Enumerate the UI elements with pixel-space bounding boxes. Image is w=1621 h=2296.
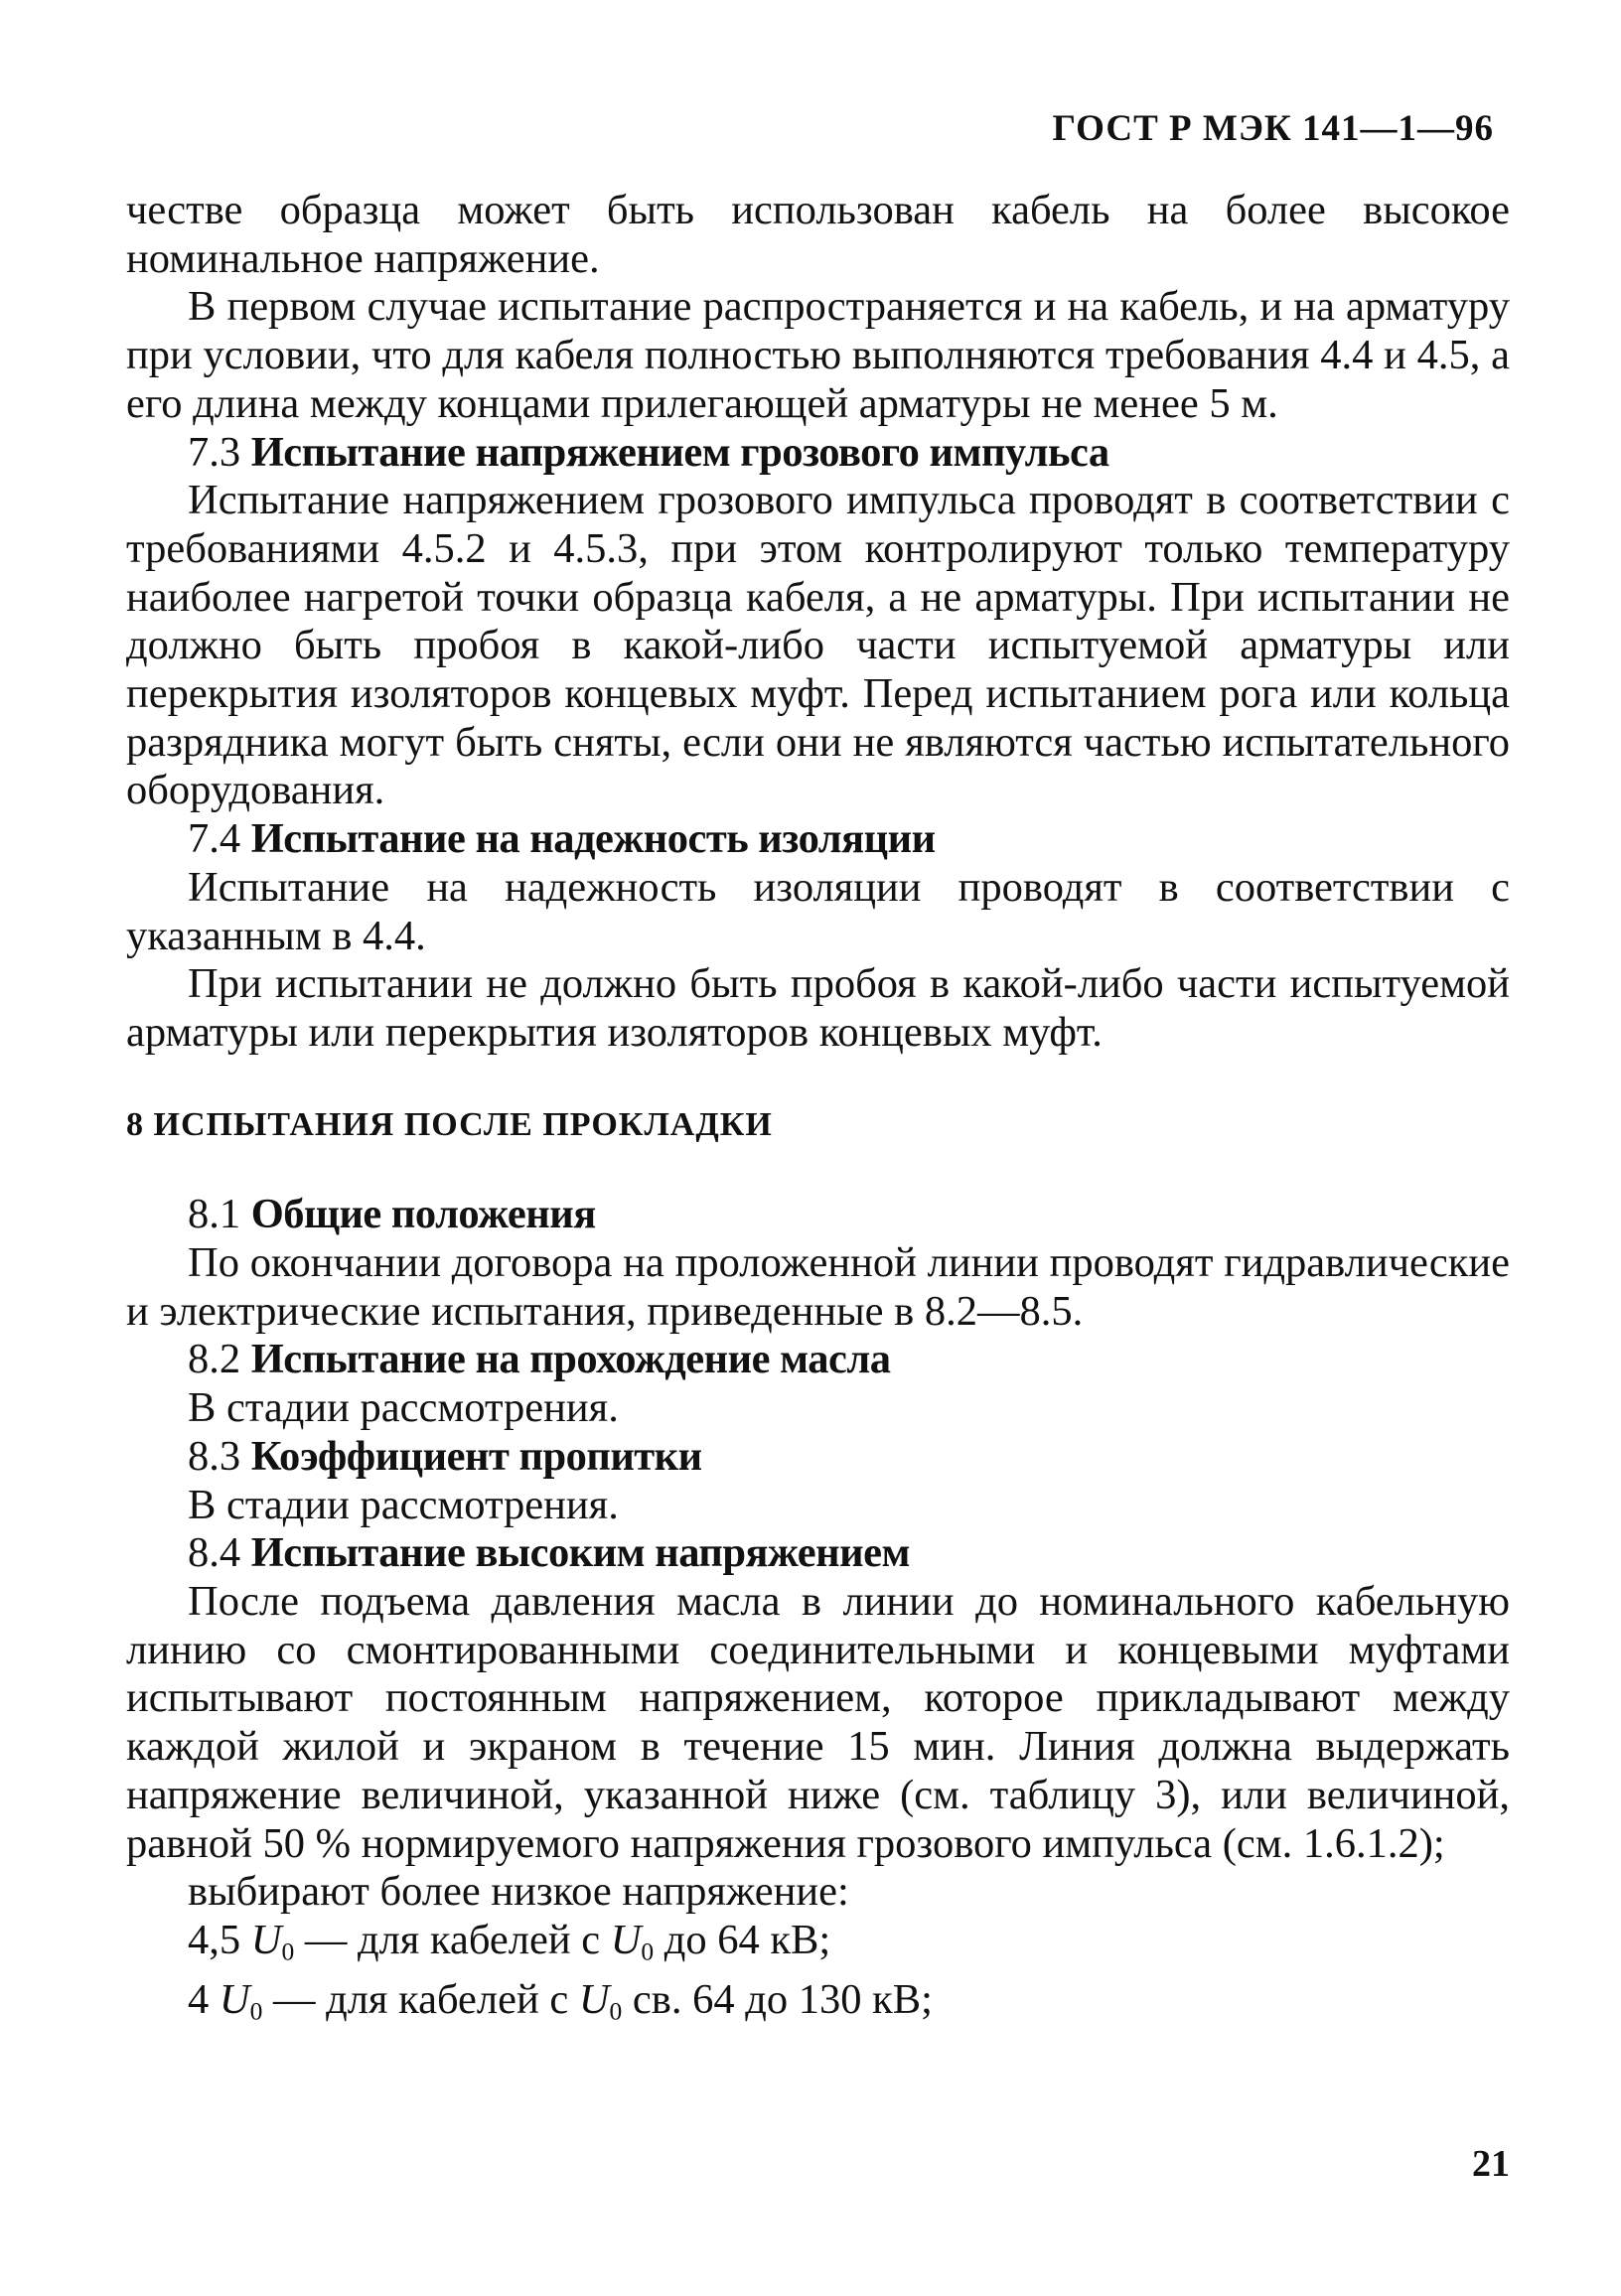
document-code-header: ГОСТ Р МЭК 141—1—96 <box>1052 108 1494 149</box>
subsection-8-4-heading <box>126 1529 1510 1578</box>
subsection-7-4-text-2: При испытании не должно быть пробоя в какой-либо части испытуемой арматуры или перекрытия изоляторов концевых муфт. <box>126 960 1510 1056</box>
subsection-7-3-text: Испытание напряжением грозового импульса проводят в соответствии с требованиями 4.5.2 и 4.5.3, при этом контролируют только температуру наиболее нагретой точки образца кабеля, а не арматуры. При испытании не должно быть пробоя в какой-либо части испытуемой арматуры или перекрытия изоляторов концевых муфт. Перед испытанием рога или кольца разрядника могут быть сняты, если они не являются частью испытательного оборудования. <box>126 477 1510 814</box>
subsection-8-2-text: В стадии рассмотрения. <box>188 1384 619 1432</box>
subsection-7-4-text: Испытание на надежность изоляции проводят в соответствии с указанным в 4.4. <box>126 863 1510 959</box>
section-8-title: 8 ИСПЫТАНИЯ ПОСЛЕ ПРОКЛАДКИ <box>126 1105 773 1143</box>
continuation-paragraph: честве образца может быть использован кабель на более высокое номинальное напряжение. <box>126 187 1510 282</box>
subsection-7-3-heading <box>126 429 1510 478</box>
choose-lower-voltage-text: выбирают более низкое напряжение: <box>188 1868 849 1916</box>
subsection-number: 8.3 <box>188 1432 241 1480</box>
subsection-8-4-text: После подъема давления масла в линии до номинального кабельную линию со смонтированными соединительными и концевыми муфтами испытывают постоянным напряжением, которое прикладывают между каждой жилой и экраном в течение 15 мин. Линия должна выдержать напряжение величиной, указанной ниже (см. таблицу 3), или величиной, равной 50 % нормируемого напряжения грозового импульса (см. 1.6.1.2); <box>126 1577 1510 1867</box>
subsection-8-2-heading <box>126 1336 1510 1384</box>
subsection-number: 8.1 <box>188 1191 241 1238</box>
subsection-8-1-text: По окончании договора на проложенной линии проводят гидравлические и электрические испытания, приведенные в 8.2—8.5. <box>126 1239 1510 1335</box>
subsection-8-1-heading <box>126 1191 1510 1239</box>
subsection-title: Коэффициент пропитки <box>250 1432 702 1480</box>
first-case-paragraph: В первом случае испытание распространяется и на кабель, и на арматуру при условии, что для кабеля полностью выполняются требования 4.4 и 4.5, а его длина между концами прилегающей арматуры не менее 5 м. <box>126 283 1510 427</box>
subsection-number: 7.4 <box>188 815 241 863</box>
subsection-title: Общие положения <box>250 1191 596 1238</box>
voltage-item: 4 $U_0$ — для кабелей с $U_0$ св. 64 до 130 кВ; <box>188 1975 933 2026</box>
subsection-number: 7.3 <box>188 428 241 476</box>
subsection-number: 8.4 <box>188 1529 241 1577</box>
voltage-item: 4,5 $U_0$ — для кабелей с $U_0$ до 64 кВ; <box>188 1916 831 1966</box>
subsection-number: 8.2 <box>188 1336 241 1383</box>
page-body <box>126 187 1510 2036</box>
subsection-8-3-text: В стадии рассмотрения. <box>188 1481 619 1528</box>
subsection-8-3-heading <box>126 1433 1510 1482</box>
subsection-title: Испытание на прохождение масла <box>250 1336 891 1383</box>
subsection-title: Испытание высоким напряжением <box>250 1529 910 1577</box>
subsection-7-4-heading <box>126 815 1510 864</box>
page-number: 21 <box>1472 2143 1510 2185</box>
subsection-title: Испытание на надежность изоляции <box>250 815 936 863</box>
subsection-title: Испытание напряжением грозового импульса <box>250 428 1109 476</box>
